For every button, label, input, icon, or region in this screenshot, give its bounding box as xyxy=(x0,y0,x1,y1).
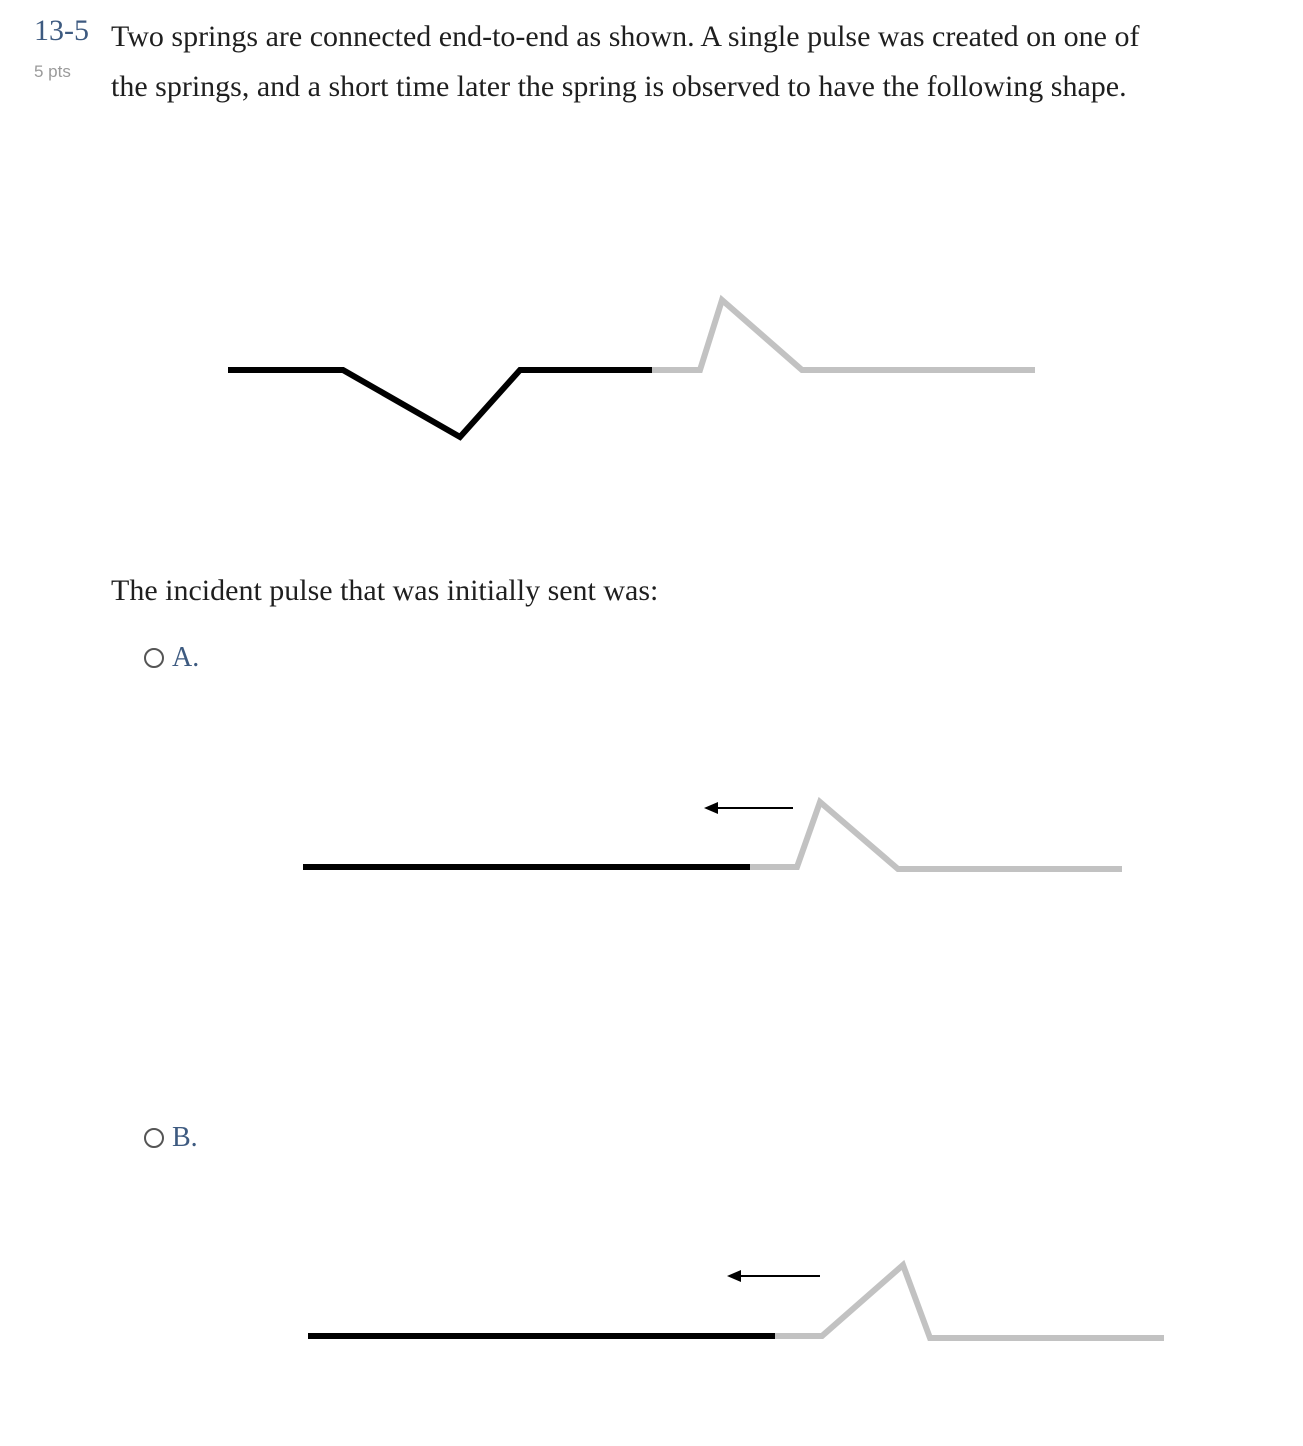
arrow-left-icon xyxy=(727,1270,820,1282)
radio-unselected-icon[interactable] xyxy=(144,1128,164,1148)
choice-a-label: A. xyxy=(172,642,200,673)
question-points: 5 pts xyxy=(34,62,71,81)
choice-b-figure xyxy=(0,1255,1303,1355)
question-text: Two springs are connected end-to-end as shown. A single pulse was created on one of the springs, and a short time later the spring is observed to have the following shape. xyxy=(111,20,1140,103)
light-spring-a xyxy=(750,802,1122,869)
observed-shape-figure xyxy=(0,280,1303,460)
choice-b-label: B. xyxy=(172,1122,198,1153)
light-spring-b xyxy=(775,1265,1164,1338)
choice-b[interactable] xyxy=(144,1122,198,1154)
choice-a-figure xyxy=(0,790,1303,890)
radio-unselected-icon[interactable] xyxy=(144,648,164,668)
question-number: 13-5 xyxy=(34,14,89,47)
choice-a[interactable] xyxy=(144,642,199,674)
question-prompt: The incident pulse that was initially sent was: xyxy=(111,574,659,607)
heavy-spring-observed xyxy=(228,370,652,437)
light-spring-observed xyxy=(652,300,1035,370)
arrow-left-icon xyxy=(704,802,793,814)
